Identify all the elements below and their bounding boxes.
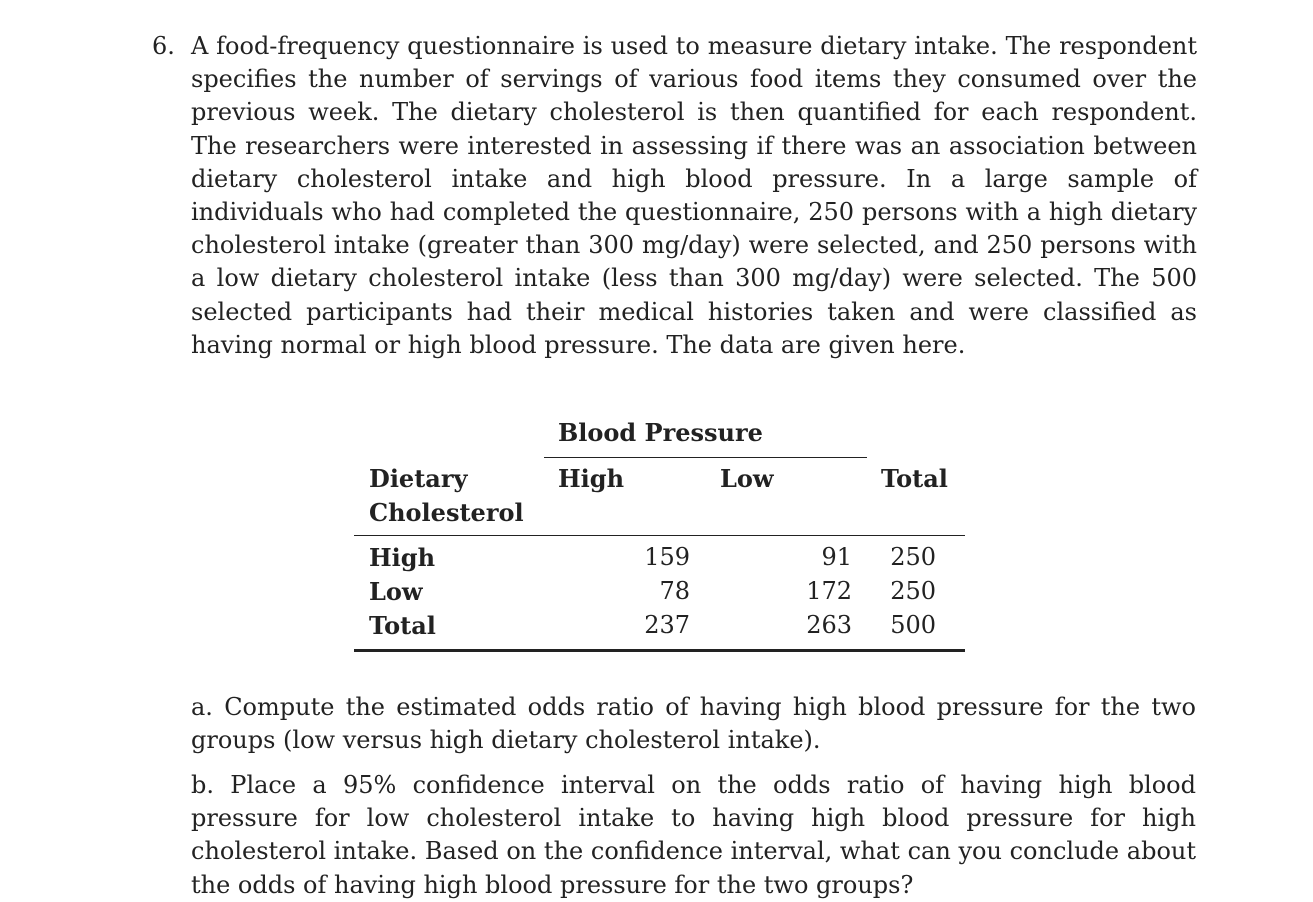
column-group-header: Blood Pressure (558, 418, 763, 447)
header-rule (354, 535, 965, 536)
column-header-low: Low (720, 464, 774, 493)
question-b: b. Place a 95% confidence interval on the odds ratio of having high blood pressure for low cholesterol intake to having high blood pressure for high cholesterol intake. Based on the confidence interval, what can you conclude about the odds of having high blood pressure for the two groups? (191, 771, 1196, 899)
row-label-high: High (369, 543, 436, 572)
problem-text: A food-frequency questionnaire is used to measure dietary intake. The respondent specifies the number of servings of various food items they consumed over the previous week. The dietary cholesterol is then quantified for each respondent. The researchers were interested in assessing if there was an association between dietary cholesterol intake and high blood pressure. In a large sample of individuals who had completed the questionnaire, 250 persons with a high dietary cholesterol intake (greater than 300 mg/day) were selected, and 250 persons with a low dietary cholesterol intake (less than 300 mg/day) were selected. The 500 selected participants had their medical histories taken and were classified as having normal or high blood pressure. The data are given here. (191, 32, 1197, 359)
cell-high-high: 159 (644, 543, 690, 571)
bottom-rule (354, 649, 965, 652)
cell-total-low: 263 (806, 611, 852, 639)
cell-low-high: 78 (659, 577, 690, 605)
column-header-high: High (558, 464, 625, 493)
problem-number: 6. (152, 32, 175, 60)
question-a: a. Compute the estimated odds ratio of having high blood pressure for the two groups (low versus high dietary cholesterol intake). (191, 693, 1196, 755)
row-label-low: Low (369, 577, 423, 606)
column-header-total: Total (881, 464, 948, 493)
cell-low-low: 172 (806, 577, 852, 605)
row-header-line2: Cholesterol (369, 498, 524, 527)
cell-total-total: 500 (890, 611, 936, 639)
cell-high-total: 250 (890, 543, 936, 571)
cell-high-low: 91 (821, 543, 852, 571)
row-header-line1: Dietary (369, 464, 468, 493)
cell-low-total: 250 (890, 577, 936, 605)
problem-statement (152, 30, 1197, 362)
contingency-table (354, 414, 965, 654)
row-label-total: Total (369, 611, 436, 640)
column-group-rule (544, 457, 867, 458)
cell-total-high: 237 (644, 611, 690, 639)
